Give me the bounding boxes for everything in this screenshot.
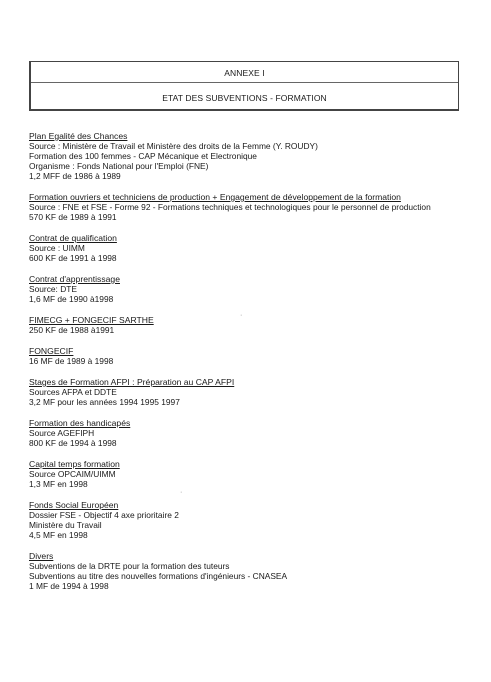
section-title: Formation des handicapés [29, 418, 131, 428]
subsidies-list [29, 131, 484, 602]
annex-title: ANNEXE I [224, 68, 265, 78]
section-line: Ministère du Travail [29, 520, 102, 530]
section-line: 1,2 MFF de 1986 à 1989 [29, 171, 121, 181]
section-line: Dossier FSE - Objectif 4 axe prioritaire 2 [29, 510, 179, 520]
section-title: Formation ouvriers et techniciens de production + Engagement de développement de la formation [29, 192, 401, 202]
subsidy-section [29, 551, 484, 591]
subsidy-section [29, 274, 484, 304]
subsidy-section [29, 131, 484, 181]
section-line: Subventions de la DRTE pour la formation des tuteurs [29, 561, 230, 571]
section-line: Source AGEFIPH [29, 428, 95, 438]
section-title: Fonds Social Européen [29, 500, 119, 510]
section-title: FONGECIF [29, 346, 74, 356]
scan-speck: · [180, 489, 183, 496]
subsidy-section [29, 377, 484, 407]
section-line: Source: DTE [29, 284, 77, 294]
header-divider [31, 82, 458, 83]
section-title: Contrat d'apprentissage [29, 274, 120, 284]
subsidy-section [29, 315, 484, 335]
subsidy-section [29, 500, 484, 540]
scan-speck: · [240, 312, 243, 319]
section-line: 4,5 MF en 1998 [29, 530, 88, 540]
section-line: 570 KF de 1989 à 1991 [29, 212, 117, 222]
document-title: ETAT DES SUBVENTIONS - FORMATION [162, 93, 327, 103]
section-line: 3,2 MF pour les années 1994 1995 1997 [29, 397, 180, 407]
section-line: 1 MF de 1994 à 1998 [29, 581, 109, 591]
section-title: Divers [29, 551, 54, 561]
section-line: Organisme : Fonds National pour l'Emploi (FNE) [29, 161, 209, 171]
section-line: 1,3 MF en 1998 [29, 479, 88, 489]
section-line: Formation des 100 femmes - CAP Mécanique et Electronique [29, 151, 257, 161]
section-line: Subventions au titre des nouvelles formations d'ingénieurs - CNASEA [29, 571, 288, 581]
section-line: Source : Ministère de Travail et Ministère des droits de la Femme (Y. ROUDY) [29, 141, 318, 151]
section-title: Capital temps formation [29, 459, 120, 469]
subsidy-section [29, 233, 484, 263]
section-line: 250 KF de 1988 à1991 [29, 325, 115, 335]
section-line: Source OPCAIM/UIMM [29, 469, 116, 479]
subsidy-section [29, 459, 484, 489]
section-line: Source : UIMM [29, 243, 85, 253]
subsidy-section [29, 418, 484, 448]
section-title: FIMECG + FONGECIF SARTHE [29, 315, 154, 325]
section-line: 16 MF de 1989 à 1998 [29, 356, 114, 366]
subsidy-section [29, 192, 484, 222]
section-line: Source : FNE et FSE - Forme 92 - Formations techniques et technologiques pour le personnel de production [29, 202, 431, 212]
annex-header-box [29, 61, 459, 111]
section-title: Contrat de qualification [29, 233, 117, 243]
section-line: 800 KF de 1994 à 1998 [29, 438, 117, 448]
section-line: Sources AFPA et DDTE [29, 387, 117, 397]
subsidy-section [29, 346, 484, 366]
section-line: 600 KF de 1991 à 1998 [29, 253, 117, 263]
section-title: Stages de Formation AFPI : Préparation au CAP AFPI [29, 377, 235, 387]
section-title: Plan Egalité des Chances [29, 131, 128, 141]
section-line: 1,6 MF de 1990 à1998 [29, 294, 114, 304]
